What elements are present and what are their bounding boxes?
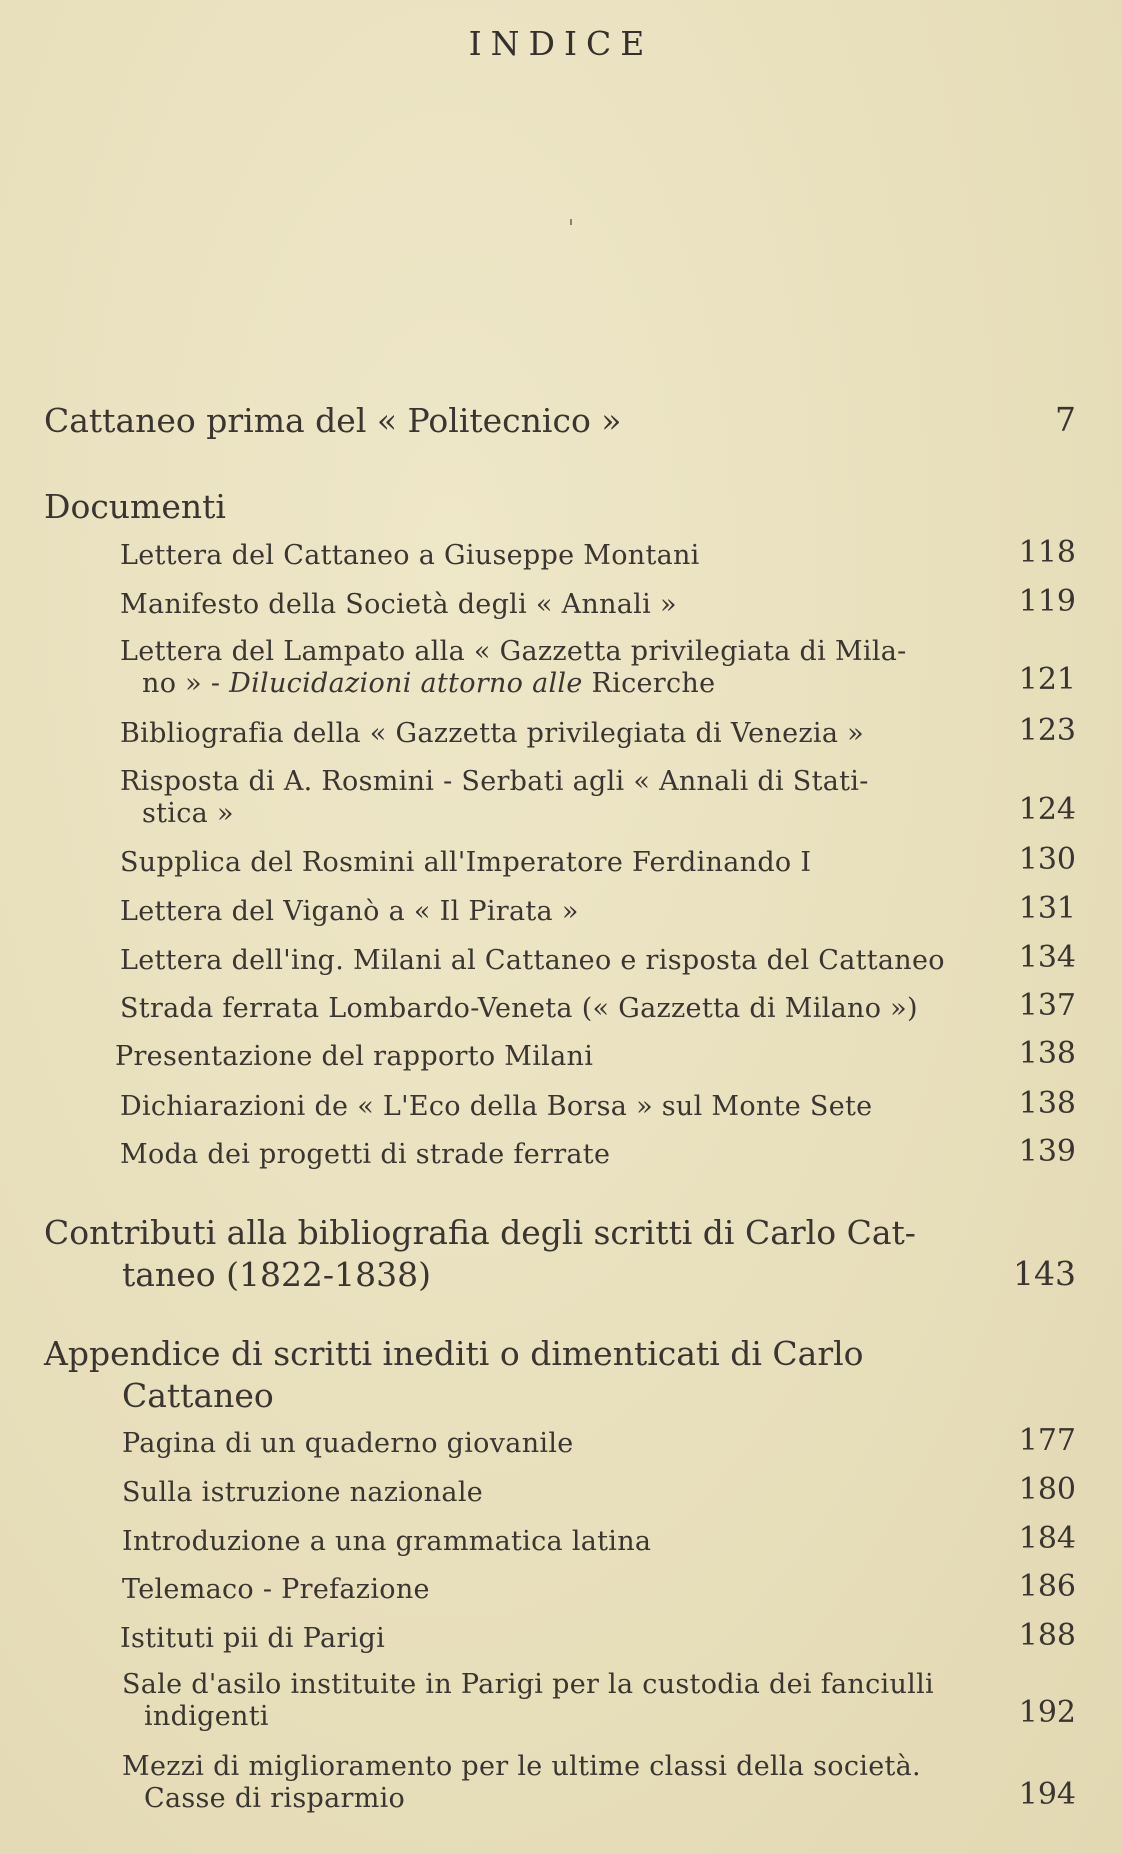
toc-entry-title: [44, 1212, 964, 1296]
section-heading: Documenti: [44, 487, 226, 526]
toc-entry-title: Supplica del Rosmini all'Imperatore Ferdinando I: [120, 847, 812, 878]
toc-entry-title: Telemaco - Prefazione: [122, 1574, 430, 1605]
toc-page-number: 186: [1018, 1569, 1076, 1604]
toc-entry-title: Presentazione del rapporto Milani: [115, 1041, 594, 1072]
toc-entry-title: Pagina di un quaderno giovanile: [122, 1428, 574, 1459]
toc-entry-title: [122, 1669, 962, 1733]
toc-entry-title: [122, 1751, 962, 1815]
toc-page-number: 184: [1018, 1521, 1076, 1556]
toc-entry-title: Bibliografia della « Gazzetta privilegiata di Venezia »: [120, 718, 864, 749]
toc-page-number: 137: [1018, 988, 1076, 1023]
toc-text: no » -: [142, 668, 230, 699]
toc-page-number: 143: [1013, 1254, 1076, 1293]
toc-entry-line: stica »: [142, 798, 234, 829]
toc-entry-title: Introduzione a una grammatica latina: [122, 1526, 652, 1557]
page-title: INDICE: [468, 24, 654, 63]
toc-entry-title: Cattaneo prima del « Politecnico »: [44, 401, 622, 440]
toc-page-number: 119: [1018, 584, 1076, 619]
toc-entry-title: Sulla istruzione nazionale: [122, 1477, 484, 1508]
toc-page-number: 138: [1018, 1086, 1076, 1121]
toc-page-number: 131: [1018, 891, 1076, 926]
toc-entry-title: [120, 636, 960, 700]
toc-page-number: 118: [1018, 535, 1076, 570]
toc-entry-title: [120, 766, 960, 830]
toc-entry-line: indigenti: [144, 1701, 269, 1732]
toc-page-number: 188: [1018, 1618, 1076, 1653]
toc-page-number: 123: [1018, 713, 1076, 748]
toc-entry-line: Sale d'asilo instituite in Parigi per la custodia dei fanciulli: [122, 1669, 934, 1700]
toc-page-number: 192: [1018, 1695, 1076, 1730]
toc-page-number: 134: [1018, 940, 1076, 975]
section-heading: [44, 1333, 964, 1417]
toc-page-number: 138: [1018, 1036, 1076, 1071]
toc-text: Ricerche: [582, 668, 716, 699]
toc-entry-title: Lettera dell'ing. Milani al Cattaneo e risposta del Cattaneo: [120, 945, 945, 976]
toc-page-number: 177: [1018, 1423, 1076, 1458]
toc-entry-line: Lettera del Lampato alla « Gazzetta privilegiata di Mila-: [120, 636, 907, 667]
toc-entry-title: Lettera del Viganò a « Il Pirata »: [120, 896, 579, 927]
toc-page-number: 139: [1018, 1134, 1076, 1169]
toc-entry-line: [120, 668, 960, 700]
toc-entry-title: Istituti pii di Parigi: [120, 1623, 386, 1654]
toc-page-number: 130: [1018, 842, 1076, 877]
toc-entry-title: Lettera del Cattaneo a Giuseppe Montani: [120, 540, 700, 571]
toc-page-number: 121: [1018, 662, 1076, 697]
paper-speck: [570, 219, 572, 225]
toc-entry-line: Contributi alla bibliografia degli scritti di Carlo Cat-: [44, 1213, 916, 1252]
toc-entry-title: Manifesto della Società degli « Annali »: [120, 589, 677, 620]
toc-entry-line: Appendice di scritti inediti o dimenticati di Carlo: [44, 1334, 864, 1373]
toc-entry-line: Casse di risparmio: [144, 1783, 406, 1814]
toc-text-italic: Dilucidazioni attorno alle: [229, 668, 583, 699]
toc-entry-line: taneo (1822-1838): [122, 1255, 431, 1294]
toc-page-number: 194: [1018, 1777, 1076, 1812]
toc-entry-line: Risposta di A. Rosmini - Serbati agli « Annali di Stati-: [120, 766, 869, 797]
toc-page-number: 124: [1018, 792, 1076, 827]
toc-page-number: 180: [1018, 1472, 1076, 1507]
toc-entry-line: Cattaneo: [122, 1376, 274, 1415]
toc-entry-title: Dichiarazioni de « L'Eco della Borsa » sul Monte Sete: [120, 1091, 873, 1122]
toc-page-number: 7: [1055, 400, 1076, 439]
toc-entry-line: Mezzi di miglioramento per le ultime classi della società.: [122, 1751, 921, 1782]
toc-entry-title: Strada ferrata Lombardo-Veneta (« Gazzetta di Milano »): [120, 993, 918, 1024]
toc-entry-title: Moda dei progetti di strade ferrate: [120, 1139, 611, 1170]
